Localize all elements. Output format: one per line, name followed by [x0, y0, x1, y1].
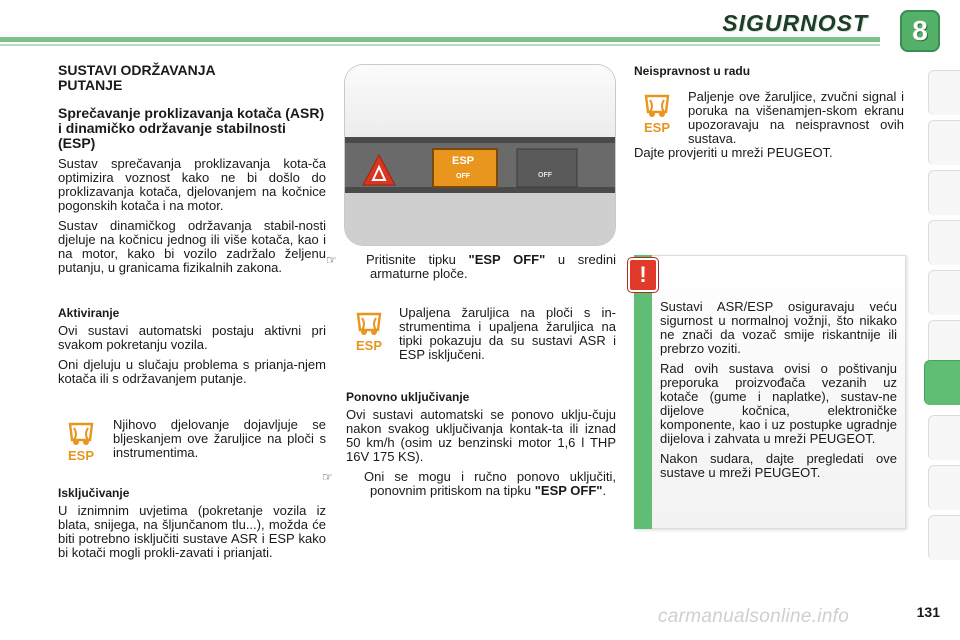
chapter-tab[interactable]	[928, 170, 960, 215]
esp-icon-label: ESP	[643, 120, 671, 135]
fault-advice	[634, 146, 904, 166]
reenable-section	[322, 390, 616, 504]
chapter-tab-active[interactable]	[924, 360, 960, 405]
reenable-paragraph: Ovi sustavi automatski se ponovo uklju-čuju nakon svakog uključivanja kontak-ta ili iznad 50 km/h (osim uz benzinski motor 1,6 l THP 16V 175 KS).	[346, 407, 616, 464]
esp-off-button-sublabel: OFF	[456, 173, 470, 180]
activation-heading: Aktiviranje	[58, 306, 120, 320]
intro-paragraph-asr: Sustav sprečavanja proklizavanja kota-ča optimizira voznost kako ne bi došlo do proklizavanja kotača, djelovanjem na kočnice pogonskih kotača i na motor.	[58, 156, 326, 213]
icon-note	[113, 418, 326, 466]
warning-exclamation-icon: !	[628, 258, 658, 292]
chapter-tab[interactable]	[928, 70, 960, 115]
hand-bullet-icon: ☞	[322, 470, 333, 484]
chapter-tab[interactable]	[928, 465, 960, 510]
chapter-tab[interactable]	[928, 220, 960, 265]
lit-lamp-note	[399, 306, 616, 368]
warning-paragraph-1: Sustavi ASR/ESP osiguravaju veću sigurnost u normalnoj vožnji, što nikako ne znači da vozač smije riskantnije ili prebrzo voziti.	[660, 299, 897, 356]
esp-icon-label: ESP	[67, 448, 95, 463]
chapter-tab[interactable]	[928, 415, 960, 460]
chapter-tab[interactable]	[928, 515, 960, 560]
chapter-tab[interactable]	[928, 270, 960, 315]
press-instruction	[326, 252, 616, 287]
fault-icon-note	[688, 90, 904, 152]
intro-paragraph-esp: Sustav dinamičkog održavanja stabil-nosti djeluje na kočnicu jednog ili više kotača, kao i na motor, kako bi vozilo zadržalo željenu putanju, u granicama fizikalnih zakona.	[58, 218, 326, 275]
press-key-name: "ESP OFF"	[468, 252, 546, 267]
left-column	[58, 63, 326, 281]
header-stripe-thin	[0, 44, 880, 46]
esp-off-button-label: ESP	[451, 155, 475, 167]
fault-section	[634, 64, 904, 82]
chapter-tab[interactable]	[928, 120, 960, 165]
manual-key-name: "ESP OFF"	[534, 483, 603, 498]
press-instruction-text: ☞ Pritisnite tipku "ESP OFF" u sredini armaturne ploče.	[326, 252, 616, 281]
section-subtitle: Sprečavanje proklizavanja kotača (ASR) i dinamičko održavanje stabilnosti (ESP)	[58, 105, 325, 151]
disable-heading: Isključivanje	[58, 486, 130, 500]
disable-paragraph: U iznimnim uvjetima (pokretanje vozila iz blata, snijega, na šljunčanom tlu...), možda će biti potrebno isključiti sustave ASR i ESP kako bi kotači mogli prokli-zavati i prianjati.	[58, 503, 326, 560]
manual-reenable-text: ☞ Oni se mogu i ručno ponovo uključiti, ponovnim pritiskom na tipku "ESP OFF".	[322, 469, 616, 498]
page-number: 131	[916, 604, 940, 620]
esp-icon-label: ESP	[355, 338, 383, 353]
activation-paragraph-1: Ovi sustavi automatski postaju aktivni pri svakom pokretanju vozila.	[58, 323, 326, 352]
warning-paragraph-3: Nakon sudara, dajte pregledati ove sustave u mreži PEUGEOT.	[660, 451, 897, 480]
page-header	[0, 0, 960, 56]
activation-paragraph-2: Oni djeluju u slučaju problema s prianja-njem kotača ili s održavanjem putanje.	[58, 357, 326, 386]
section-title: SUSTAVI ODRŽAVANJA PUTANJE	[58, 62, 216, 93]
hand-bullet-icon: ☞	[326, 253, 337, 267]
esp-off-button-illustration	[345, 65, 615, 245]
chapter-tab[interactable]	[928, 320, 960, 365]
page-title: SIGURNOST	[722, 10, 868, 36]
watermark: carmanualsonline.info	[658, 606, 850, 627]
second-button-sublabel: OFF	[538, 172, 552, 179]
fault-heading: Neispravnost u radu	[634, 64, 751, 78]
warning-content	[660, 300, 897, 486]
lit-lamp-text: Upaljena žaruljica na ploči s in-strumentima i upaljena žaruljica na tipki pokazuju da su sustavi ASR i ESP isključeni.	[399, 305, 616, 362]
chapter-tabs	[928, 70, 960, 580]
esp-warning-lamp-icon	[640, 92, 674, 136]
disable-section	[58, 486, 326, 566]
esp-warning-lamp-icon	[352, 310, 386, 354]
warning-paragraph-2: Rad ovih sustava ovisi o poštivanju preporuka proizvođača vezanih uz kotače (gume i naplatke), sustav-ne dijelove kočnica, elektroničke komponente, kao i uz postupke ugradnje dijelova i zahvata u mreži PEUGEOT.	[660, 361, 897, 446]
activation-section	[58, 306, 326, 392]
fault-advice-text: Dajte provjeriti u mreži PEUGEOT.	[634, 145, 833, 160]
dashboard-photo	[345, 65, 615, 245]
header-stripe	[0, 37, 880, 42]
warning-box-stripe	[634, 255, 652, 529]
reenable-heading: Ponovno uključivanje	[346, 390, 470, 404]
fault-lamp-text: Paljenje ove žaruljice, zvučni signal i poruka na višenamjen-skom ekranu upozoravaju na neispravnost ovih sustava.	[688, 89, 904, 146]
chapter-badge: 8	[900, 10, 940, 52]
blinking-lamp-text: Njihovo djelovanje dojavljuje se bljeskanjem ove žaruljice na ploči s instrumentima.	[113, 417, 326, 460]
esp-warning-lamp-icon	[64, 420, 98, 464]
parking-sensor-off-button	[517, 149, 577, 187]
